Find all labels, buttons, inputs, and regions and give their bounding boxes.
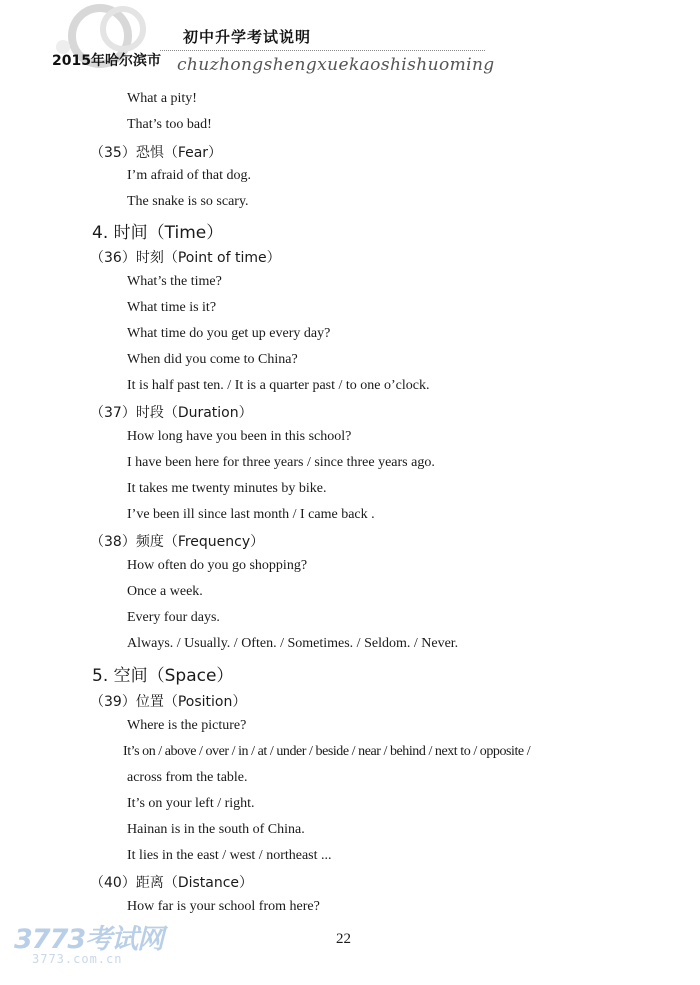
watermark-url: 3773.com.cn [32,952,123,966]
body-text: When did you come to China? [127,352,298,367]
body-text: Once a week. [127,584,203,599]
body-text: That’s too bad! [127,117,212,132]
body-text: How long have you been in this school? [127,429,352,444]
body-text: Always. / Usually. / Often. / Sometimes. / Seldom. / Never. [127,636,459,651]
body-text: It lies in the east / west / northeast ... [127,848,332,863]
page-number: 22 [336,931,351,947]
header-divider [160,50,485,51]
body-text: It is half past ten. / It is a quarter past / to one o’clock. [127,378,430,393]
body-text: across from the table. [127,770,248,785]
body-text: How far is your school from here? [127,899,320,914]
body-text: I have been here for three years / since three years ago. [127,455,435,470]
section-item-label: （36）时刻（Point of time） [90,250,281,266]
body-text: Every four days. [127,610,220,625]
body-text: Where is the picture? [127,718,247,733]
body-text: I’m afraid of that dog. [127,168,252,183]
header-year-city: 2015年哈尔滨市 [52,53,161,69]
body-text: It takes me twenty minutes by bike. [127,481,327,496]
body-text: What’s the time? [127,274,222,289]
header-decoration-ring-small [100,6,146,52]
watermark-logo: 3773考试网 [14,924,164,955]
body-text: What time do you get up every day? [127,326,331,341]
section-item-label: （38）频度（Frequency） [90,534,265,550]
section-heading: 5. 空间（Space） [92,666,234,686]
section-item-label: （35）恐惧（Fear） [90,145,223,161]
body-text: What a pity! [127,91,197,106]
section-item-label: （39）位置（Position） [90,694,247,710]
header-pinyin: chuzhongshengxuekaoshishuoming [177,55,495,75]
body-text: It’s on your left / right. [127,796,255,811]
section-heading: 4. 时间（Time） [92,223,224,243]
body-text: Hainan is in the south of China. [127,822,305,837]
body-text: How often do you go shopping? [127,558,308,573]
body-text: What time is it? [127,300,217,315]
section-item-label: （40）距离（Distance） [90,875,254,891]
header-title: 初中升学考试说明 [183,28,312,46]
section-item-label: （37）时段（Duration） [90,405,253,421]
body-text: The snake is so scary. [127,194,249,209]
body-text: I’ve been ill since last month / I came back . [127,507,375,522]
body-text: It’s on / above / over / in / at / under / beside / near / behind / next to / opposite / [123,744,531,759]
